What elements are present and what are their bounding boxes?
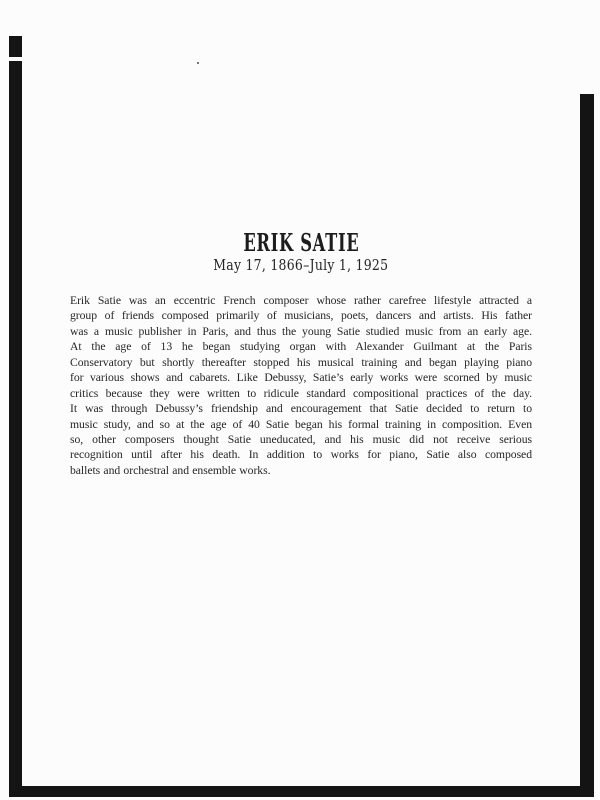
bio-line: Conservatory but shortly thereafter stopped his musical training and began playing piano — [70, 355, 532, 369]
bio-line: It was through Debussy’s friendship and encouragement that Satie decided to return to — [70, 402, 532, 416]
bio-line: for various shows and cabarets. Like Debussy, Satie’s early works were scorned by music — [70, 371, 532, 385]
scan-border-left — [9, 61, 22, 797]
bio-line: At the age of 13 he began studying organ with Alexander Guilmant at the Paris — [70, 340, 532, 354]
life-dates: May 17, 1866–July 1, 1925 — [213, 258, 389, 274]
scan-border-left-dash — [9, 36, 22, 57]
bio-line: was a music publisher in Paris, and thus the young Satie studied music from an early age. — [70, 324, 532, 338]
life-dates-row — [70, 257, 532, 275]
bio-line: so, other composers thought Satie uneducated, and his music did not receive serious — [70, 432, 532, 446]
bio-line: music study, and so at the age of 40 Satie began his formal training in composition. Even — [70, 417, 532, 431]
bio-line: recognition until after his death. In addition to works for piano, Satie also composed — [70, 448, 532, 462]
biography-paragraph — [70, 293, 532, 478]
ink-speck — [197, 62, 199, 64]
scan-border-right — [580, 94, 594, 797]
bio-line: critics because they were written to ridicule standard compositional practices of the day. — [70, 386, 532, 400]
bio-line: ballets and orchestral and ensemble works. — [70, 463, 271, 477]
scan-border-bottom — [9, 786, 594, 797]
page-title: ERIK SATIE — [242, 228, 360, 257]
bio-line: Erik Satie was an eccentric French composer whose rather carefree lifestyle attracted a — [70, 294, 532, 307]
bio-line: group of friends composed primarily of musicians, poets, dancers and artists. His father — [70, 309, 532, 323]
